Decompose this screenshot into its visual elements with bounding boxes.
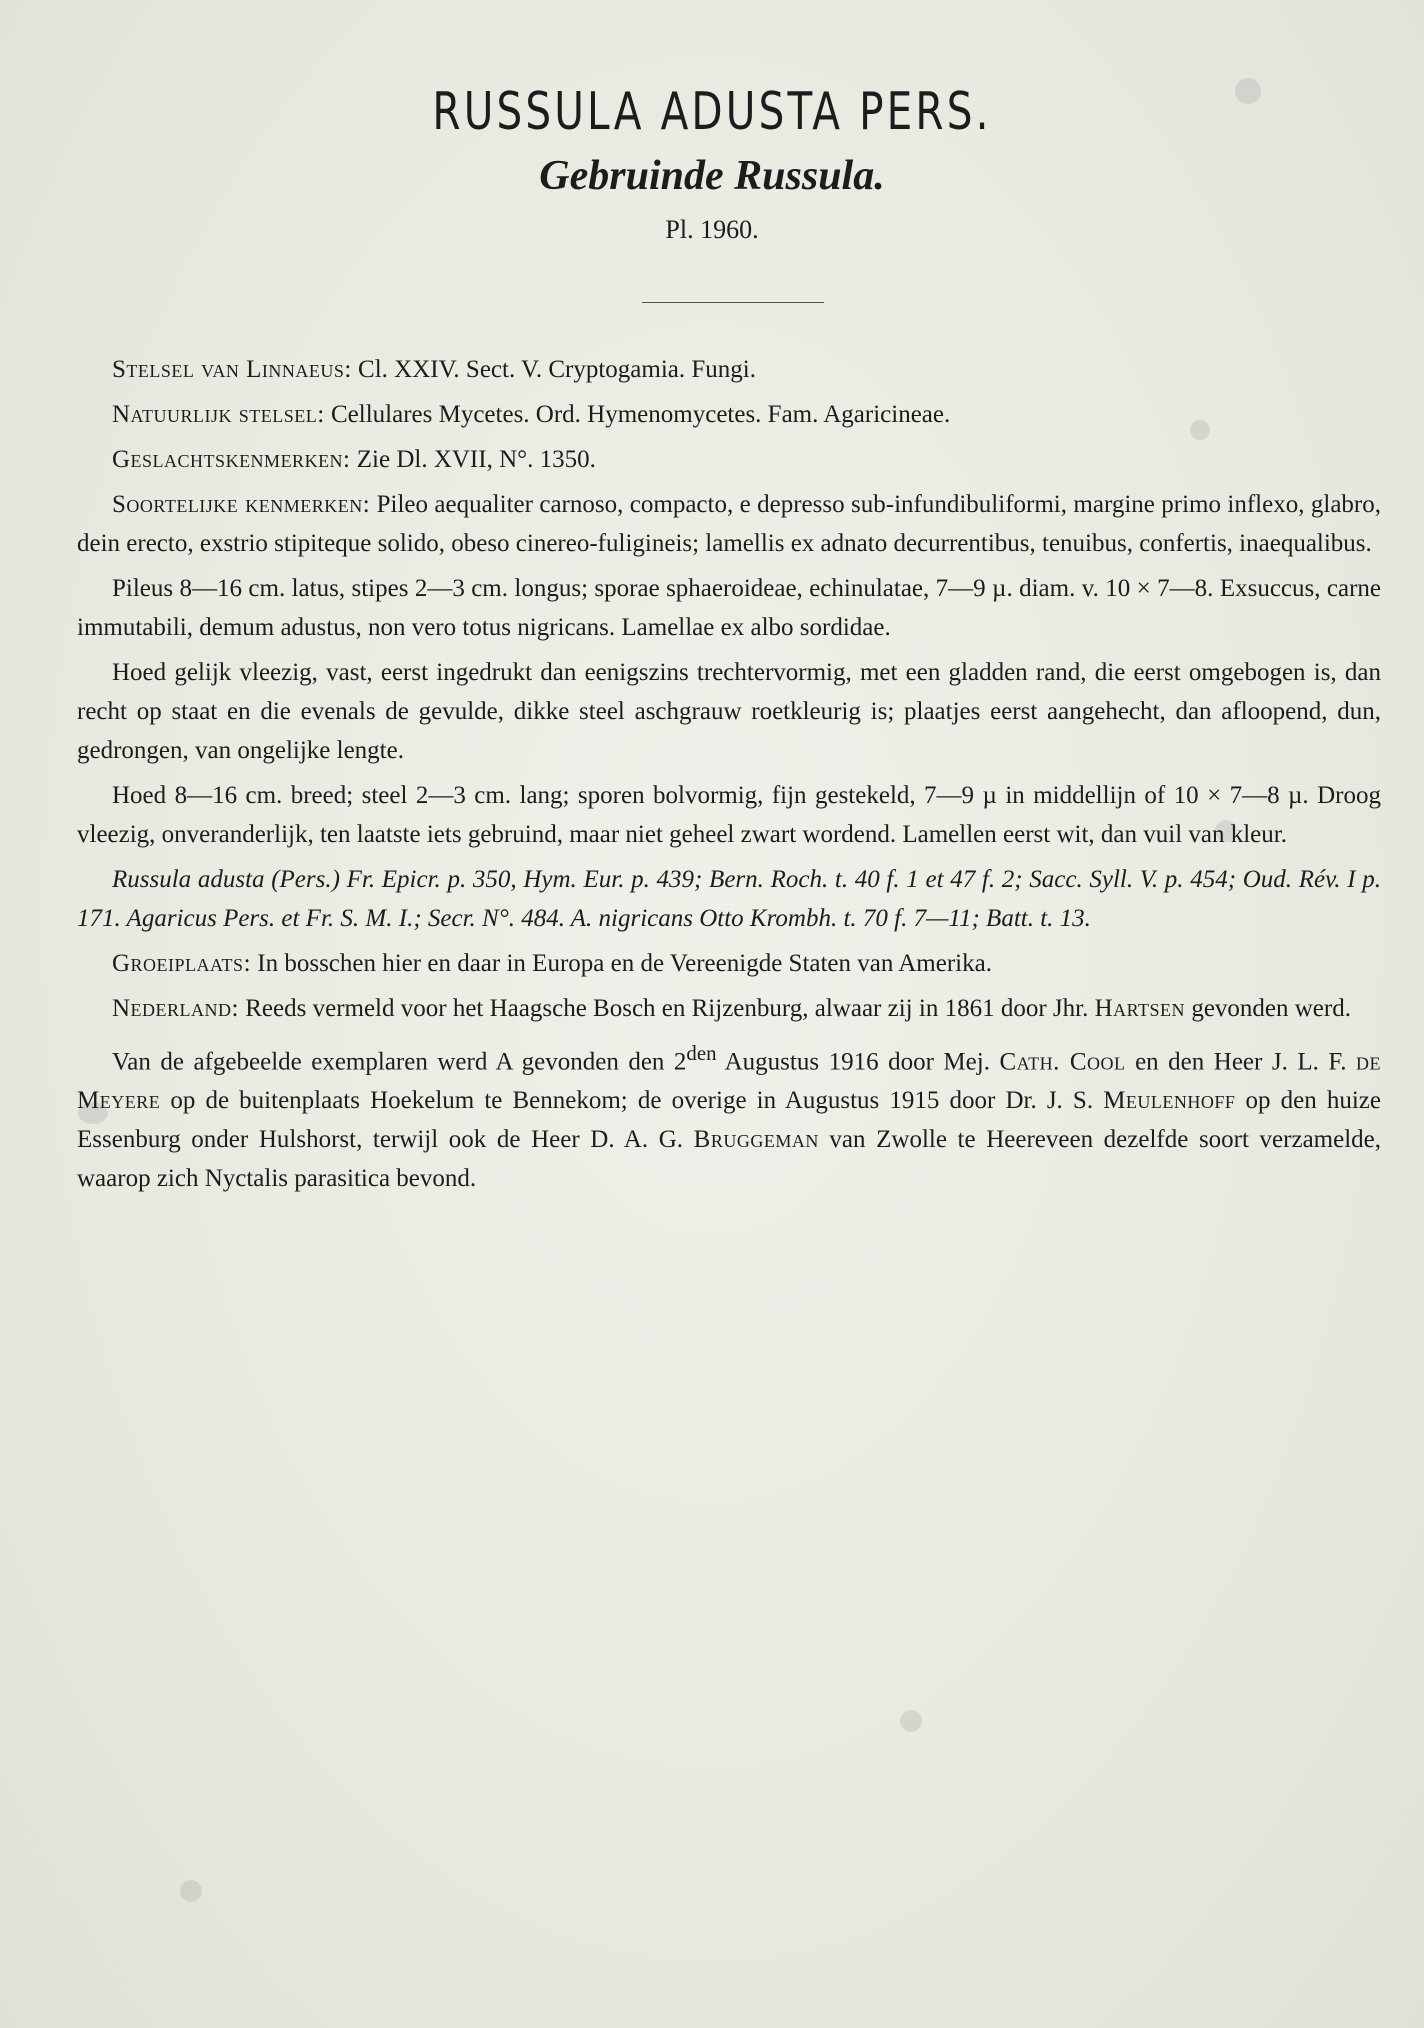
superscript: den [686,1041,717,1065]
section-text: Pileo aequaliter carnoso, compacto, e depresso sub-infundibuliformi, margine primo inflexo, glabro, dein erecto, exstrio stipiteque solido, obeso cinereo-fuligineis; lamellis ex adnato decurrentibus, tenuibus, confertis, inaequalibus. [77,491,1382,557]
paragraph-pileus-latin: Pileus 8—16 cm. latus, stipes 2—3 cm. longus; sporae sphaeroideae, echinulatae, 7—9 µ. diam. v. 10 × 7—8. Exsuccus, carne immutabili, demum adustus, non vero totus nigricans. Lamellae ex albo sordidae. [77,575,1381,641]
text-run: en den Heer J. L. F. [1125,1048,1357,1076]
text-run: van Zwolle te Heereveen dezelfde soort verzamelde, waarop zich Nyctalis parasitica bevond. [77,1126,1381,1193]
paragraph-geslachtskenmerken [77,440,1381,479]
section-label: Stelsel van Linnaeus: [112,356,352,383]
common-name: Gebruinde Russula. [539,153,885,199]
page-header [0,82,1424,246]
paper-stain [900,1710,922,1732]
person-name: Cath. Cool [999,1048,1126,1076]
section-text: In bosschen hier en daar in Europa en de Vereenigde Staten van Amerika. [251,950,992,977]
section-text: Zie Dl. XVII, N°. 1350. [350,446,596,473]
text-run: Augustus 1916 door Mej. [716,1048,1000,1076]
species-title: RUSSULA ADUSTA PERS. [432,82,992,142]
header-rule [642,302,824,303]
text-run: Van de afgebeelde exemplaren werd A gevonden den 2 [112,1048,687,1076]
paragraph-exemplaren [77,1034,1381,1198]
section-label: Natuurlijk stelsel: [112,401,325,428]
paragraph-stelsel-linnaeus [77,350,1381,389]
text-run: op de buitenplaats Hoekelum te Bennekom; de overige in Augustus 1915 door Dr. J. S. [160,1087,1104,1115]
section-label: Groeiplaats: [112,950,252,977]
person-name: Bruggeman [693,1126,819,1154]
section-text: gevonden werd. [1185,995,1351,1022]
section-text: Reeds vermeld voor het Haagsche Bosch en Rijzenburg, alwaar zij in 1861 door Jhr. [239,995,1095,1022]
paragraph-hoed-measurements: Hoed 8—16 cm. breed; steel 2—3 cm. lang; sporen bolvormig, fijn gestekeld, 7—9 µ in middellijn of 10 × 7—8 µ. Droog vleezig, onveranderlijk, ten laatste iets gebruind, maar niet geheel zwart wordend. Lamellen eerst wit, dan vuil van kleur. [77,782,1381,848]
paragraph-nederland [77,989,1381,1028]
section-label: Geslachtskenmerken: [112,446,351,473]
paragraph-hoed-description: Hoed gelijk vleezig, vast, eerst ingedrukt dan eenigszins trechtervormig, met een gladden rand, die eerst omgebogen is, dan recht op staat en die evenals de gevulde, dikke steel aschgrauw roetkleurig is; plaatjes eerst aangehecht, dan afloopend, dun, gedrongen, van ongelijke lengte. [77,659,1381,764]
person-name: Meulenhoff [1103,1087,1236,1115]
section-text: Cellulares Mycetes. Ord. Hymenomycetes. Fam. Agaricineae. [324,401,951,428]
section-text: Cl. XXIV. Sect. V. Cryptogamia. Fungi. [351,356,756,383]
paragraph-references: Russula adusta (Pers.) Fr. Epicr. p. 350, Hym. Eur. p. 439; Bern. Roch. t. 40 f. 1 et 47 f. 2; Sacc. Syll. V. p. 454; Oud. Rév. I p. 171. Agaricus Pers. et Fr. S. M. I.; Secr. N°. 484. A. nigricans Otto Krombh. t. 70 f. 7—11; Batt. t. 13. [77,866,1381,932]
person-name: de Meyere [77,1048,1382,1115]
paper-stain [180,1880,202,1902]
section-label: Nederland: [112,995,239,1022]
section-label: Soortelijke kenmerken: [112,491,371,518]
text-run: op den huize Essenburg onder Hulshorst, terwijl ook de Heer D. A. G. [77,1087,1381,1154]
paragraph-natuurlijk-stelsel [77,395,1381,434]
paragraph-soortelijke-kenmerken [77,485,1381,563]
person-name: Hartsen [1094,995,1186,1022]
document-body [77,350,1381,1204]
plate-number: Pl. 1960. [665,215,759,244]
paragraph-groeiplaats [77,944,1381,983]
